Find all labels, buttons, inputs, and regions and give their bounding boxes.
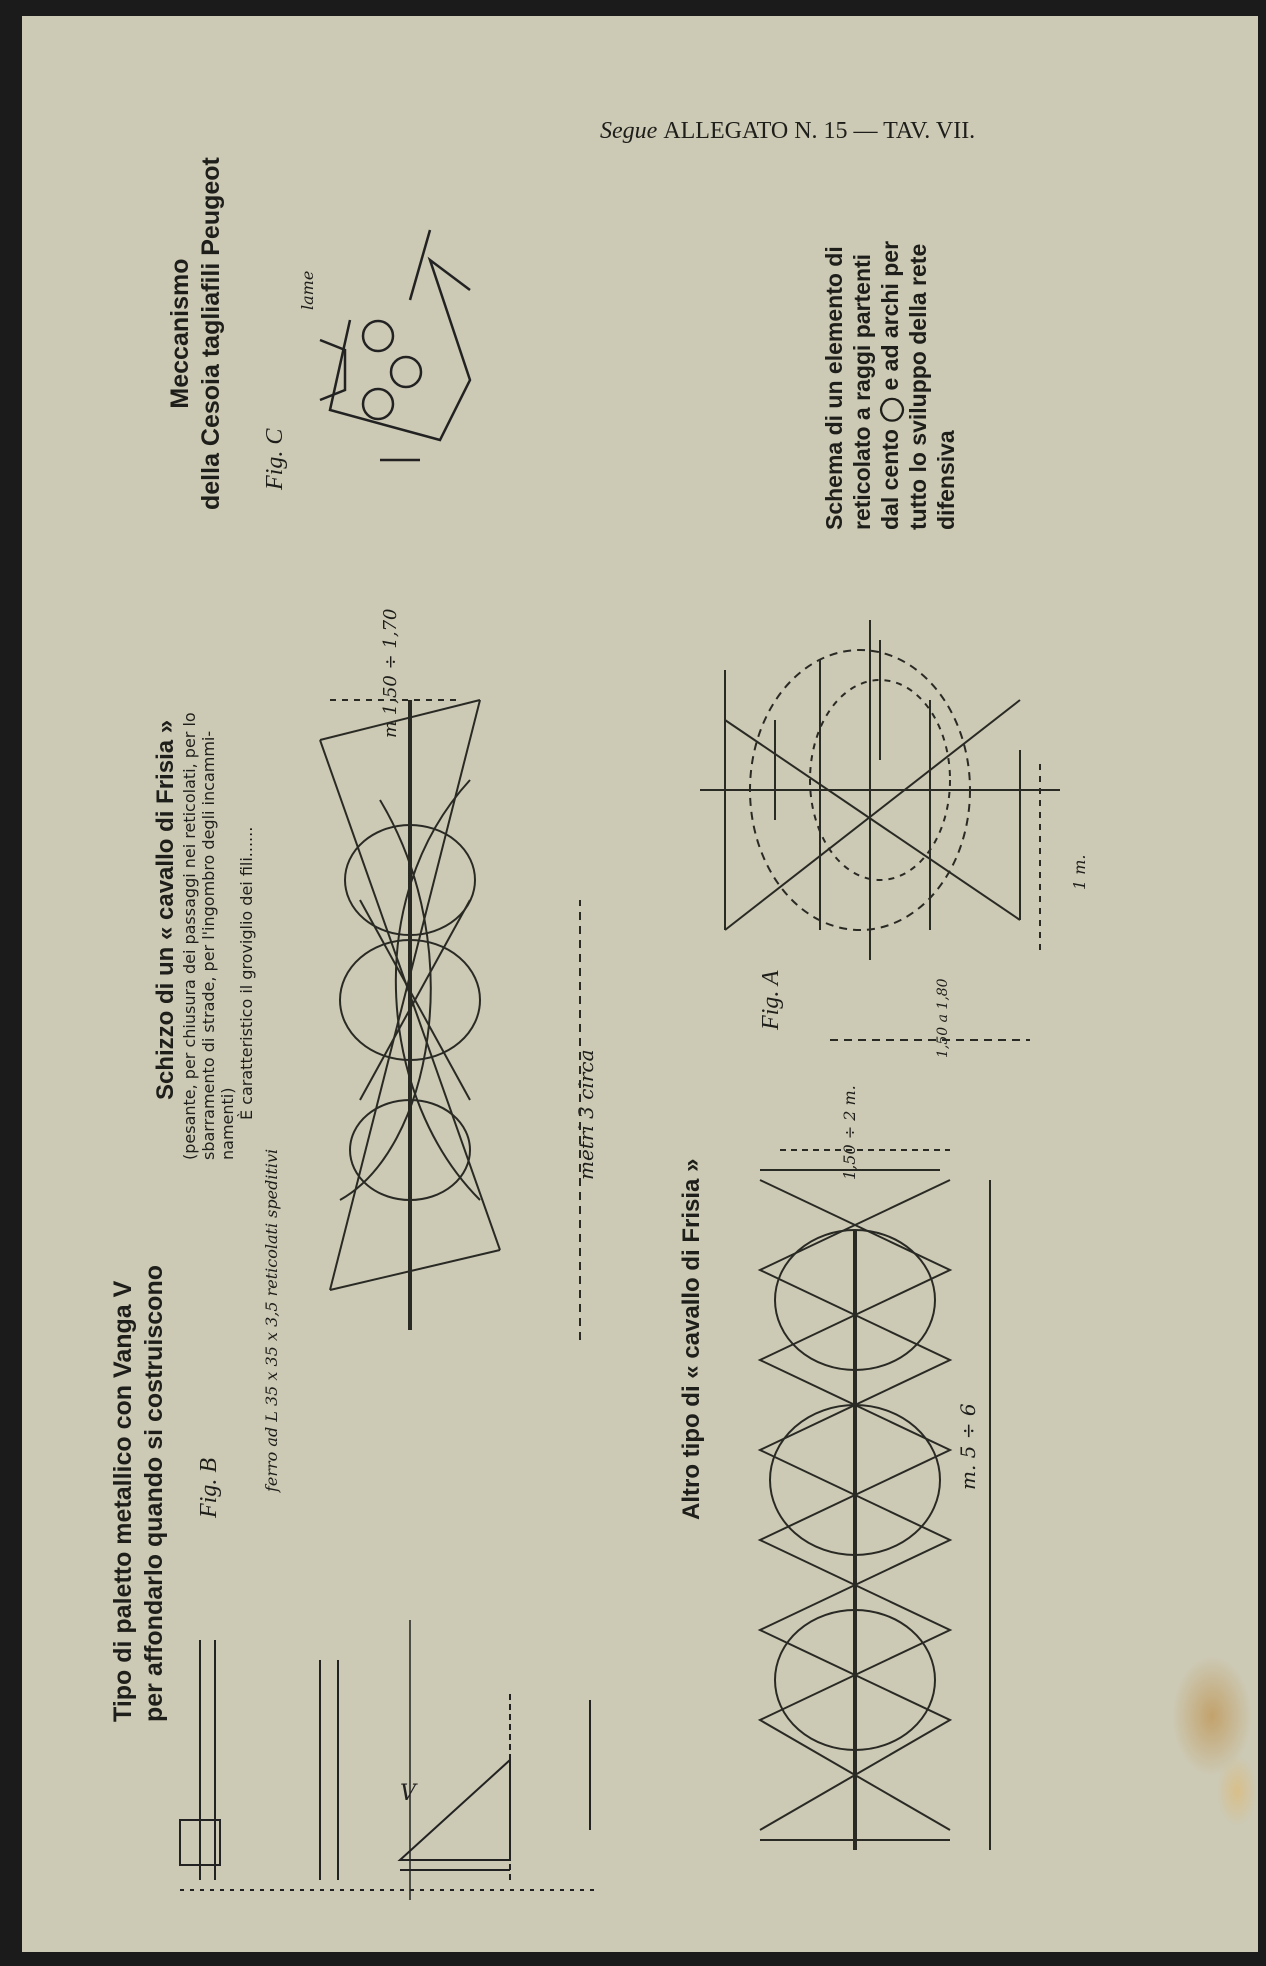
fig-c-title-line1: Meccanismo: [166, 258, 194, 409]
fig-b-stake-drawing: [180, 1620, 600, 1900]
fig-b-title-line2: per affondarlo quando si costruiscono: [140, 1265, 168, 1722]
schema-line4: tutto lo sviluppo della rete: [905, 243, 931, 530]
frisia-dim-height: m 1,50 ÷ 1,70: [380, 608, 401, 738]
header-segue: Segue: [600, 118, 658, 144]
fig-c-shears-drawing: [320, 230, 470, 460]
altro-dim-height: 1,50 ÷ 2 m.: [840, 1085, 859, 1180]
frisia-desc-line2: sbarramento di strade, per l'ingombro degli incammi-: [199, 730, 218, 1160]
schema-line1: Schema di un elemento di: [821, 246, 847, 530]
frisia-sketch-drawing: [320, 700, 580, 1340]
frisia-dim-length: metri 3 circa: [574, 1049, 598, 1180]
fig-b-label: Fig. B: [196, 1458, 222, 1518]
frisia-desc-line3: namenti): [218, 1087, 237, 1160]
fig-c-label: Fig. C: [262, 428, 288, 490]
fig-b-vanga-letter: V: [400, 1781, 416, 1806]
altro-tipo-drawing: [760, 1150, 990, 1850]
frisia-desc-line1: (pesante, per chiusura dei passaggi nei reticolati, per lo: [180, 712, 199, 1160]
frisia-desc-line4: È caratteristico il groviglio dei fili......: [237, 826, 256, 1120]
schema-line5: difensiva: [933, 430, 959, 530]
altro-tipo-title: Altro tipo di « cavallo di Frisia »: [678, 1158, 705, 1520]
fig-b-title-line1: Tipo di paletto metallico con Vanga V: [109, 1280, 137, 1722]
fig-a-dim-height: 1,50 a 1,80: [935, 978, 951, 1058]
fig-a-dim-width: 1 m.: [1070, 854, 1089, 890]
header-allegato: ALLEGATO N. 15 — TAV. VII.: [663, 118, 976, 144]
fig-a-label: Fig. A: [758, 970, 784, 1030]
fig-b-annotation: ferro ad L 35 x 35 x 3,5 reticolati speditivi: [262, 1148, 281, 1492]
fig-c-title-line2: della Cesoia tagliafili Peugeot: [197, 157, 225, 510]
altro-dim-length: m. 5 ÷ 6: [956, 1403, 980, 1490]
fig-c-lame: lame: [298, 270, 317, 310]
schema-line3: dal cento ◯ e ad archi per: [877, 240, 903, 530]
fig-a-schema-drawing: [700, 620, 1060, 1040]
schema-line2: reticolato a raggi partenti: [849, 253, 875, 530]
frisia-sketch-title: Schizzo di un « cavallo di Frisia »: [152, 719, 179, 1100]
